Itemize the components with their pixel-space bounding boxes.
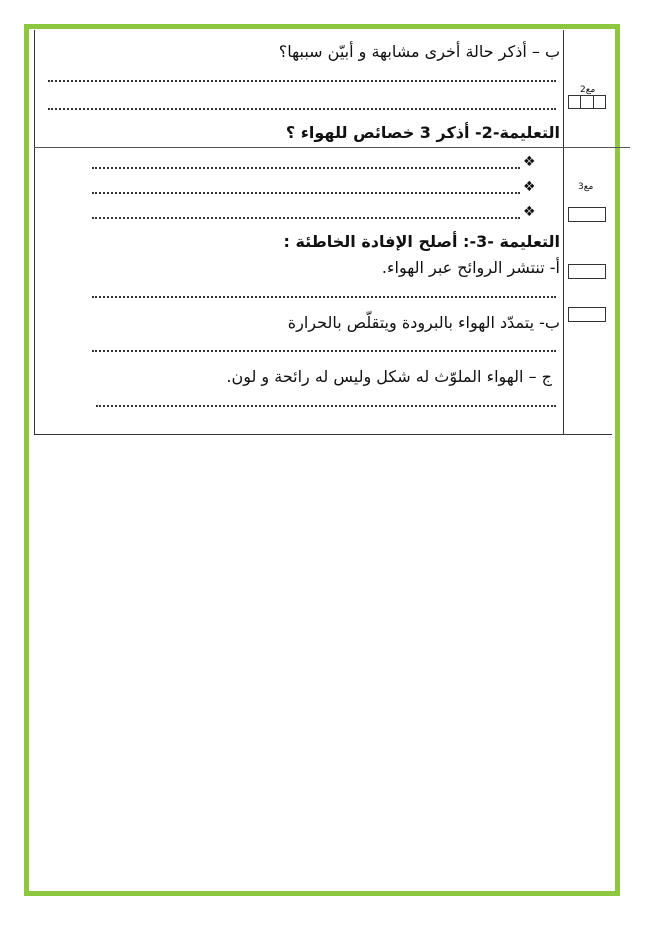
correction-line-b[interactable]	[92, 350, 556, 352]
criterion-2-score-box[interactable]	[568, 95, 606, 109]
score-cell	[593, 96, 605, 108]
correction-line-a[interactable]	[92, 296, 556, 298]
score-cell	[580, 96, 592, 108]
score-cell	[569, 96, 580, 108]
property-answer-line-2[interactable]	[92, 192, 520, 194]
criterion-3-score-box-1[interactable]	[568, 207, 606, 222]
bullet-diamond-icon: ❖	[523, 154, 536, 170]
answer-line-1[interactable]	[48, 80, 556, 82]
criteria-column-divider	[563, 30, 564, 435]
row-divider	[34, 147, 630, 148]
criterion-2-label: مع2	[580, 85, 596, 95]
property-answer-line-3[interactable]	[92, 217, 520, 219]
answer-line-2[interactable]	[48, 108, 556, 110]
property-answer-line-1[interactable]	[92, 167, 520, 169]
criterion-3-score-box-2[interactable]	[568, 264, 606, 279]
statement-b: ب- يتمدّد الهواء بالبرودة ويتقلّص بالحرارة	[287, 313, 560, 332]
instruction-2-title: التعليمة-2- أذكر 3 خصائص للهواء ؟	[285, 123, 560, 142]
criterion-3-score-box-3[interactable]	[568, 307, 606, 322]
bullet-diamond-icon: ❖	[523, 204, 536, 220]
question-b-title: ب – أذكر حالة أخرى مشابهة و أبيّن سببها؟	[278, 42, 560, 61]
instruction-3-title: التعليمة -3-: أصلح الإفادة الخاطئة :	[283, 232, 560, 251]
bullet-diamond-icon: ❖	[523, 179, 536, 195]
correction-line-c[interactable]	[96, 405, 556, 407]
statement-c: ج – الهواء الملوّث له شكل وليس له رائحة و لون.	[226, 367, 552, 386]
criterion-3-label: مع3	[578, 182, 594, 192]
statement-a: أ- تنتشر الروائح عبر الهواء.	[381, 258, 560, 277]
